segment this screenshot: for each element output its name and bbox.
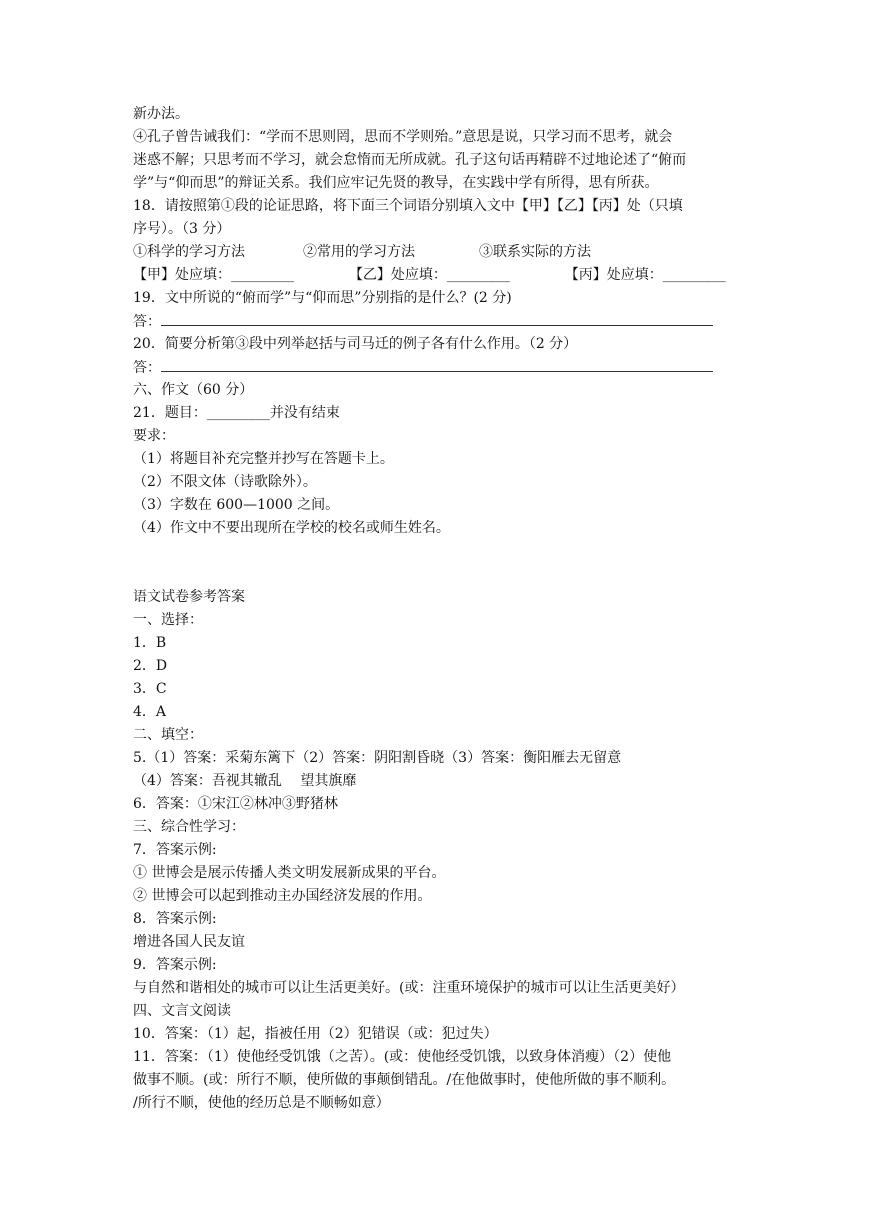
answer-item: 6．答案：①宋江②林冲③野猪林 bbox=[133, 796, 338, 812]
answer-line-20 bbox=[133, 356, 743, 379]
fill-blank-jia: 【甲】处应填：_________ bbox=[133, 267, 294, 283]
answer-label: 答： bbox=[133, 360, 161, 376]
text-line: 迷惑不解；只思考而不学习，就会怠惰而无所成就。孔子这句话再精辟不过地论述了“俯而 bbox=[133, 152, 687, 168]
question-18: 18．请按照第①段的论证思路，将下面三个词语分别填入文中【甲】【乙】【丙】处（只填 bbox=[133, 198, 683, 214]
document-content bbox=[133, 103, 743, 1115]
answer-item: ① 世博会是展示传播人类文明发展新成果的平台。 bbox=[133, 865, 446, 881]
answer-item: 5.（1）答案：采菊东篱下（2）答案：阴阳割昏晓（3）答案：衡阳雁去无留意 bbox=[133, 750, 622, 766]
requirement-item: （1）将题目补充完整并抄写在答题卡上。 bbox=[133, 451, 394, 467]
answer-item: 11．答案：（1）使他经受饥饿（之苦）。(或：使他经受饥饿，以致身体消瘦）（2）使他 bbox=[133, 1049, 672, 1065]
section-heading: 三、综合性学习： bbox=[133, 819, 245, 835]
answer-blank bbox=[161, 356, 713, 372]
answer-item: /所行不顺，使他的经历总是不顺畅如意） bbox=[133, 1095, 390, 1111]
answer-item: 增进各国人民友谊 bbox=[133, 934, 245, 950]
answer-item: 8．答案示例: bbox=[133, 911, 217, 927]
text-line: ④孔子曾告诫我们：“学而不思则罔，思而不学则殆。”意思是说，只学习而不思考，就会 bbox=[133, 129, 673, 145]
answer-item: 10．答案：（1）起，指被任用（2）犯错误（或：犯过失） bbox=[133, 1026, 498, 1042]
option-2: ②常用的学习方法 bbox=[303, 244, 415, 260]
text-line: 要求： bbox=[133, 428, 175, 444]
text-line: 学”与“仰而思”的辩证关系。我们应牢记先贤的教导，在实践中学有所得，思有所获。 bbox=[133, 175, 659, 191]
requirement-item: （2）不限文体（诗歌除外）。 bbox=[133, 474, 317, 490]
answer-item: 3．C bbox=[133, 681, 167, 697]
answer-blank bbox=[161, 310, 713, 326]
answer-item: 4．A bbox=[133, 704, 167, 720]
text-line: 序号）。（3 分） bbox=[133, 221, 231, 237]
fill-blank-bing: 【丙】处应填：_________ bbox=[564, 267, 726, 283]
spacer bbox=[133, 540, 743, 586]
text-line: 新办法。 bbox=[133, 106, 189, 122]
section-heading: 六、作文（60 分） bbox=[133, 382, 254, 398]
section-heading: 二、填空： bbox=[133, 727, 203, 743]
answer-line-19 bbox=[133, 310, 743, 333]
answer-item: 7．答案示例: bbox=[133, 842, 217, 858]
answer-item: 做事不顺。(或：所行不顺，使所做的事颠倒错乱。/在他做事时，使他所做的事不顺利。 bbox=[133, 1072, 676, 1088]
answer-label: 答： bbox=[133, 314, 161, 330]
requirement-item: （4）作文中不要出现所在学校的校名或师生姓名。 bbox=[133, 520, 450, 536]
question-21: 21．题目：_________并没有结束 bbox=[133, 405, 340, 421]
option-3: ③联系实际的方法 bbox=[479, 244, 591, 260]
answer-item: 2．D bbox=[133, 658, 168, 674]
answer-item: 9．答案示例: bbox=[133, 957, 217, 973]
option-1: ①科学的学习方法 bbox=[133, 244, 245, 260]
answer-item: ② 世博会可以起到推动主办国经济发展的作用。 bbox=[133, 888, 432, 904]
answer-item: 1．B bbox=[133, 635, 167, 651]
section-heading: 一、选择： bbox=[133, 612, 203, 628]
section-heading: 四、文言文阅读 bbox=[133, 1003, 231, 1019]
requirement-item: （3）字数在 600—1000 之间。 bbox=[133, 497, 340, 513]
answer-item: 与自然和谐相处的城市可以让生活更美好。(或：注重环境保护的城市可以让生活更美好） bbox=[133, 980, 685, 996]
fill-blank-row bbox=[133, 264, 743, 287]
options-row bbox=[133, 241, 743, 264]
question-20: 20．简要分析第③段中列举赵括与司马迁的例子各有什么作用。（2 分） bbox=[133, 336, 578, 352]
answer-key-title: 语文试卷参考答案 bbox=[133, 589, 245, 605]
fill-blank-yi: 【乙】处应填：_________ bbox=[348, 267, 510, 283]
question-19: 19．文中所说的“俯而学”与“仰而思”分别指的是什么？(2 分) bbox=[133, 290, 512, 306]
answer-item: （4）答案：吾视其辙乱 望其旗靡 bbox=[133, 773, 357, 789]
